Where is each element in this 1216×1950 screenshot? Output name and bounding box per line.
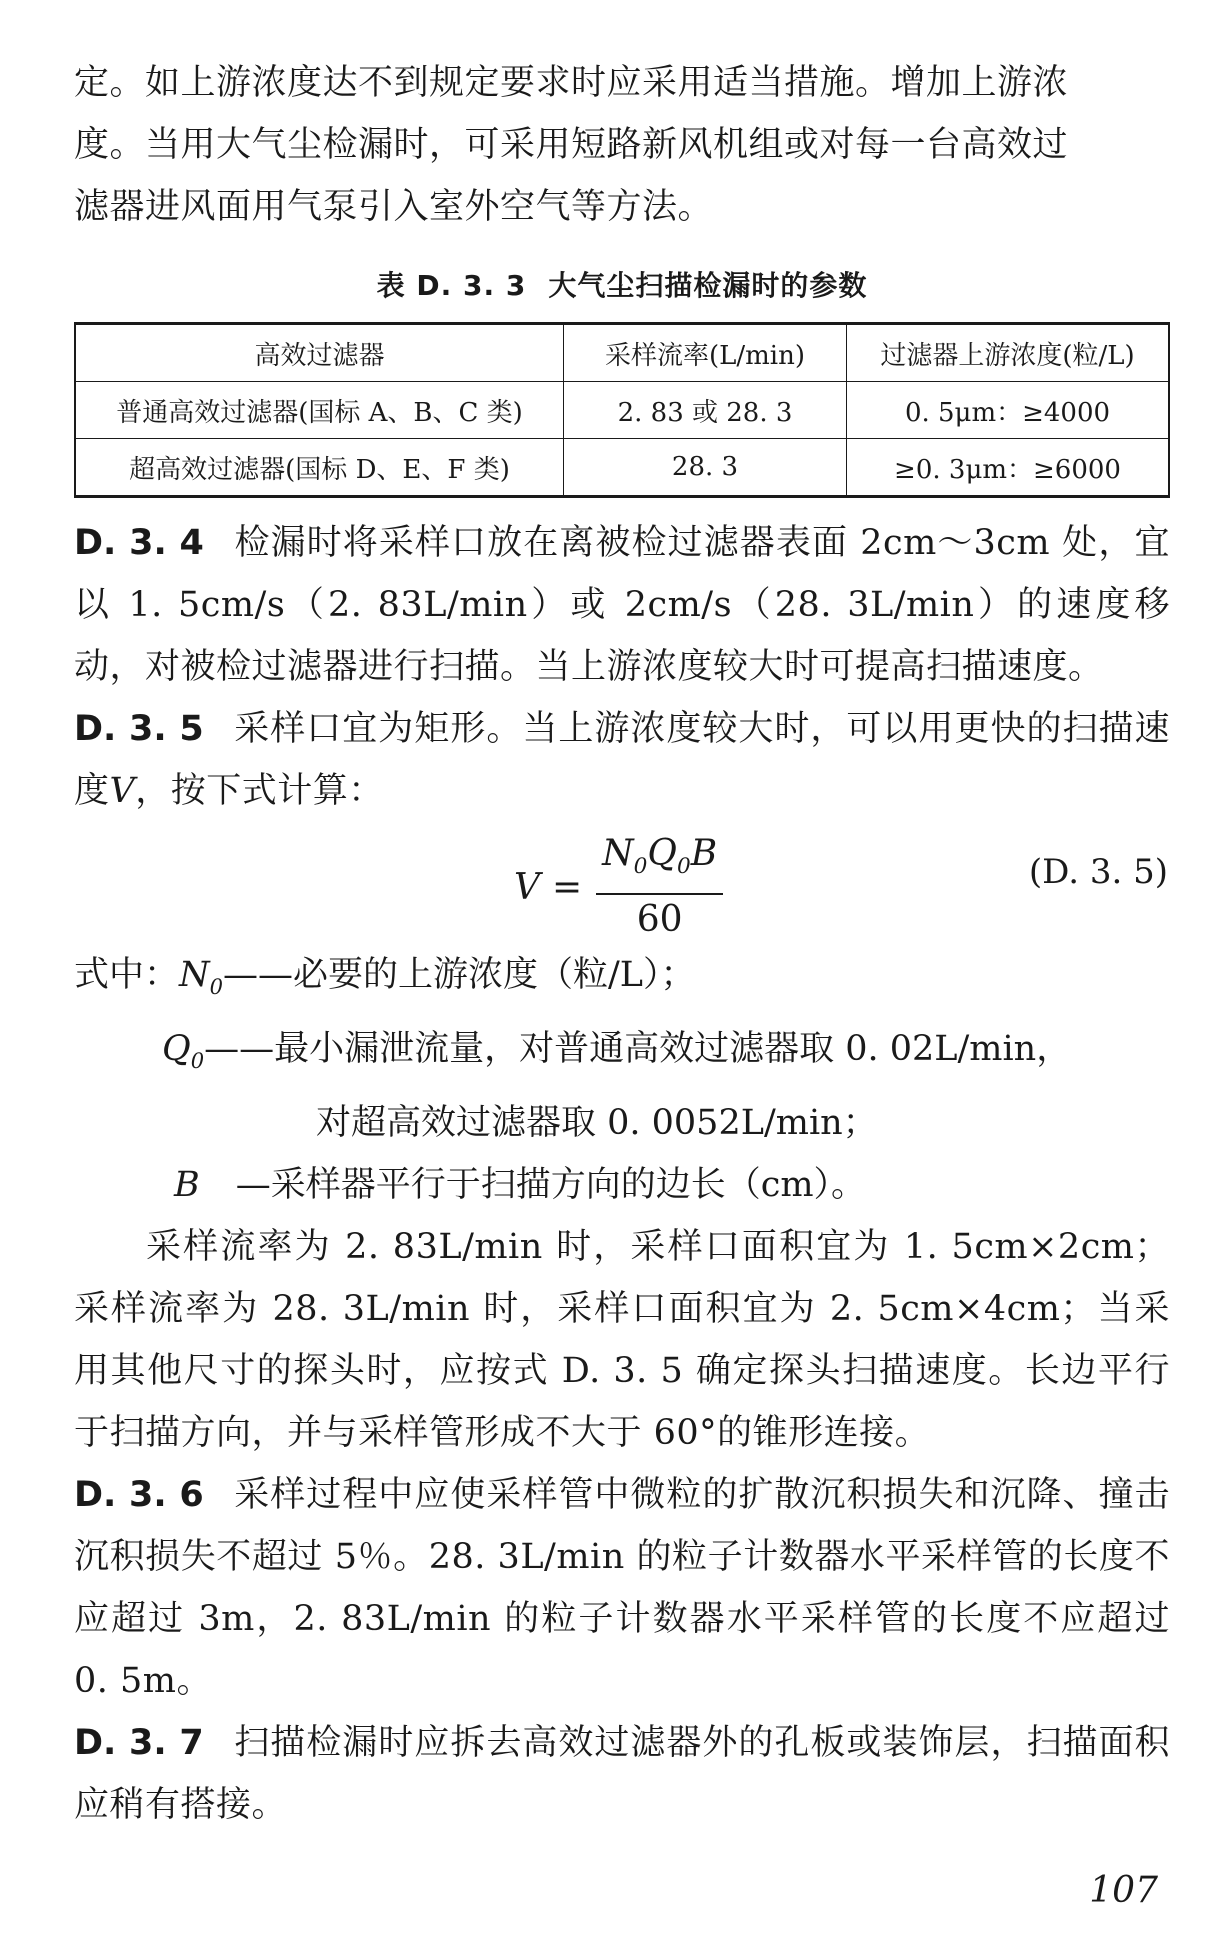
cell-concentration: 0. 5μm：≥4000 (847, 382, 1170, 439)
definition-q0 (74, 1018, 1170, 1092)
section-number: D. 3. 6 (74, 1475, 204, 1515)
sampling-paragraph: 采样流率为 2. 83L/min 时，采样口面积宜为 1. 5cm×2cm；采样流率为 28. 3L/min 时，采样口面积宜为 2. 5cm×4cm；当采用其他尺寸的探头时，应按式 D. 3. 5 确定探头扫描速度。长边平行于扫描方向，并与采样管形成不大于 60°的锥形连接。 (74, 1227, 1170, 1453)
section-text: 采样口宜为矩形。当上游浓度较大时，可以用更快的扫描速度 (74, 709, 1170, 811)
section-text-cont: ，按下式计算： (135, 771, 384, 811)
table-header-row (75, 324, 1169, 382)
table-row (75, 382, 1169, 439)
table-title: 大气尘扫描检漏时的参数 (548, 269, 868, 302)
definition-text: ——最小漏泄流量，对普通高效过滤器取 0. 02L/min， (204, 1029, 1072, 1069)
formula-equals: = (552, 867, 583, 909)
section-d-3-4 (74, 512, 1170, 698)
header-filter: 高效过滤器 (75, 324, 564, 382)
header-flow-rate: 采样流率(L/min) (564, 324, 847, 382)
intro-line-2: 度。当用大气尘检漏时，可采用短路新风机组或对每一台高效过 (74, 125, 1069, 165)
section-text: 扫描检漏时应拆去高效过滤器外的孔板或装饰层，扫描面积应稍有搭接。 (74, 1723, 1170, 1825)
table-row (75, 439, 1169, 497)
definition-text: —采样器平行于扫描方向的边长（cm）。 (235, 1165, 867, 1205)
table-caption (74, 264, 1170, 304)
symbol-b: B (174, 1165, 200, 1205)
cell-filter-type: 普通高效过滤器(国标 A、B、C 类) (75, 382, 564, 439)
document-page (74, 52, 1170, 1836)
parameters-table (74, 322, 1170, 498)
section-d-3-7 (74, 1712, 1170, 1836)
intro-line-3: 滤器进风面用气泵引入室外空气等方法。 (74, 187, 714, 227)
section-text: 采样过程中应使采样管中微粒的扩散沉积损失和沉降、撞击沉积损失不超过 5％。28. 3L/min 的粒子计数器水平采样管的长度不应超过 3m，2. 83L/min 的粒子计数器水平采样管的长度不应超过 0. 5m。 (74, 1475, 1170, 1701)
page-number: 107 (1089, 1870, 1158, 1911)
cell-flow-rate: 2. 83 或 28. 3 (564, 382, 847, 439)
definition-b (74, 1154, 1170, 1216)
formula-fraction (596, 832, 723, 943)
section-d-3-6 (74, 1464, 1170, 1712)
definition-text: ——必要的上游浓度（粒/L）； (223, 955, 696, 995)
symbol-n0: $N_0$ (179, 955, 224, 999)
formula-numerator: $N_0Q_0B$ (596, 832, 723, 895)
symbol-q0: $Q_0$ (162, 1029, 205, 1073)
symbol-definitions (74, 944, 1170, 1216)
section-number: D. 3. 4 (74, 523, 204, 563)
formula-expression (514, 832, 723, 943)
definitions-label: 式中： (74, 955, 180, 995)
intro-line-1: 定。如上游浓度达不到规定要求时应采用适当措施。增加上游浓 (74, 63, 1069, 103)
cell-filter-type: 超高效过滤器(国标 D、E、F 类) (75, 439, 564, 497)
intro-paragraph (74, 52, 1170, 238)
definition-n0 (74, 944, 1170, 1018)
variable-v: V (109, 771, 136, 811)
formula-lhs: V (514, 867, 540, 909)
cell-flow-rate: 28. 3 (564, 439, 847, 497)
definition-q0-cont: 对超高效过滤器取 0. 0052L/min； (316, 1103, 878, 1143)
formula-denominator: 60 (636, 899, 683, 941)
equation-number: (D. 3. 5) (1028, 852, 1168, 892)
section-number: D. 3. 7 (74, 1723, 204, 1763)
table-number: 表 D. 3. 3 (376, 269, 527, 302)
formula-d-3-5 (74, 826, 1170, 944)
section-text: 检漏时将采样口放在离被检过滤器表面 2cm～3cm 处，宜以 1. 5cm/s（2. 83L/min）或 2cm/s（28. 3L/min）的速度移动，对被检过滤器进行扫描。当上游浓度较大时可提高扫描速度。 (74, 523, 1170, 687)
section-d-3-5 (74, 698, 1170, 822)
section-number: D. 3. 5 (74, 709, 204, 749)
header-upstream-concentration: 过滤器上游浓度(粒/L) (847, 324, 1170, 382)
cell-concentration: ≥0. 3μm：≥6000 (847, 439, 1170, 497)
